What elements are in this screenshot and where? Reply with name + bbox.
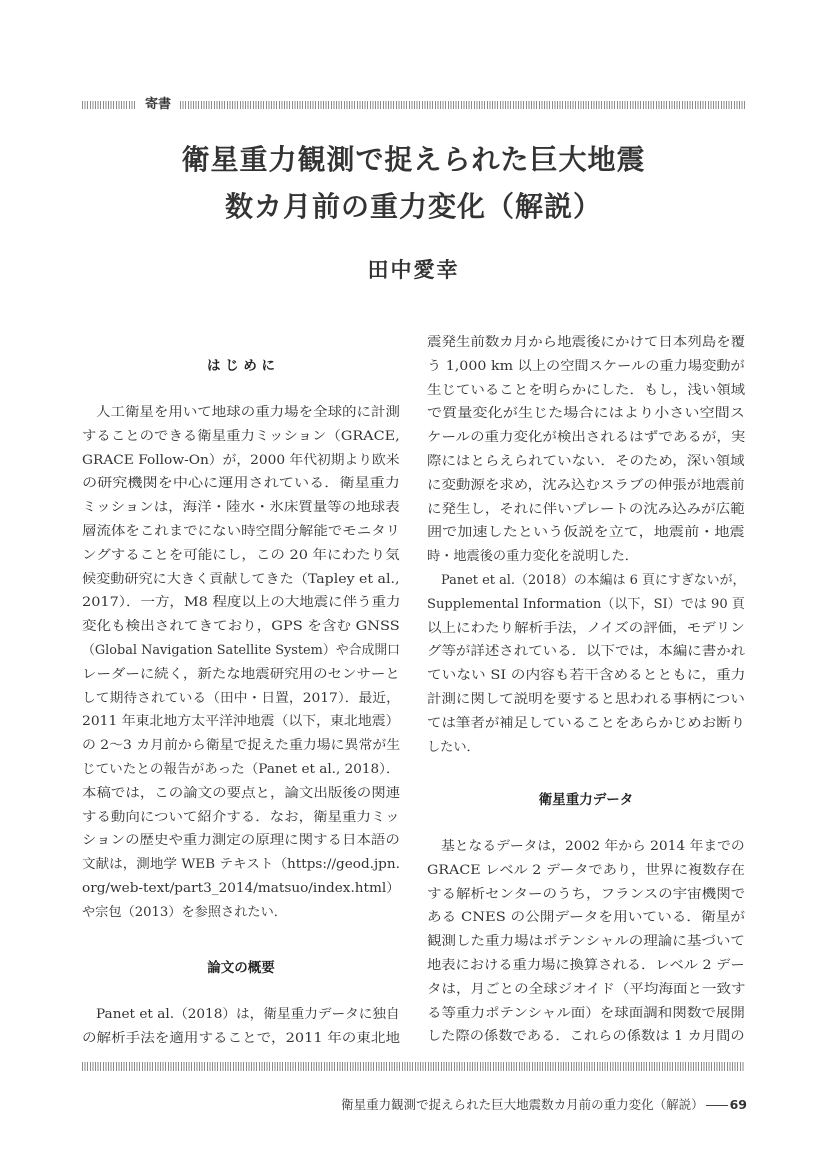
- page-number: 69: [729, 1097, 747, 1112]
- text-line: Panet et al.（2018）の本編は 6 頁にすぎないが，: [441, 573, 746, 588]
- text-line: レーダーに続く，新たな地震研究用のセンサーと: [82, 666, 400, 682]
- text-line: の研究機関を中心に運用されている．衛星重力: [82, 476, 400, 492]
- text-line: GRACE レベル 2 データであり，世界に複数存在: [427, 862, 745, 878]
- text-line: ケールの重力変化が検出されるはずであるが，実: [427, 430, 746, 446]
- text-line: org/web-text/part3_2014/matsuo/index.html）: [82, 881, 400, 896]
- text-line: ングすることを可能にし，この 20 年にわたり気: [82, 547, 400, 563]
- footer-dash: [706, 1105, 728, 1106]
- text-line: した際の係数である．これらの係数は 1 カ月間の: [427, 1029, 745, 1045]
- text-line: ていない SI の内容も若干含めるとともに，重力: [427, 668, 746, 684]
- text-line: ある CNES の公開データを用いている．衛星が: [427, 910, 746, 926]
- text-line: Supplemental Information（以下，SI）では 90 頁: [427, 596, 745, 612]
- text-line: 際にはとらえられていない．そのため，深い領域: [427, 454, 745, 469]
- text-line: 生じていることを明らかにした．もし，浅い領域: [427, 382, 746, 398]
- text-line: ションの歴史や重力測定の原理に関する日本語の: [82, 833, 400, 849]
- text-line: に発生し，それに伴いプレートの沈み込みが広範: [427, 501, 745, 517]
- text-line: の 2〜3 カ月前から衛星で捉えた重力場に異常が生: [82, 738, 401, 754]
- text-line: 本稿では，この論文の要点と，論文出版後の関連: [82, 785, 401, 801]
- text-line: 変化も検出されてきており，GPS を含む GNSS: [82, 619, 400, 635]
- text-line: 地表における重力場に換算される．レベル 2 デー: [427, 958, 745, 973]
- text-line: に変動源を求め，沈み込むスラブの伸張が地震前: [427, 477, 745, 493]
- text-line: ては筆者が補足していることをあらかじめお断り: [427, 715, 746, 731]
- header-rule-right: [180, 101, 745, 109]
- text-line: 2011 年東北地方太平洋沖地震（以下，東北地震）: [82, 714, 400, 730]
- text-line: 時・地震後の重力変化を説明した．: [427, 549, 638, 565]
- text-line: 候変動研究に大きく貢献してきた（Tapley et al.,: [82, 571, 400, 587]
- text-line: 囲で加速したという仮説を立て，地震前・地震: [427, 525, 745, 541]
- section-heading-summary: 論文の概要: [207, 960, 275, 976]
- section-heading-data: 衛星重力データ: [538, 792, 634, 808]
- text-line: する解析センターのうち，フランスの宇宙機関で: [427, 886, 746, 902]
- text-line: グ等が詳述されている．以下では，本編に書かれ: [427, 644, 746, 660]
- text-line: 震発生前数カ月から地震後にかけて日本列島を覆: [427, 335, 746, 350]
- text-line: や宗包（2013）を参照されたい．: [82, 904, 287, 920]
- text-line: Panet et al.（2018）は，衛星重力データに独自: [96, 1007, 400, 1022]
- article-title-line-1: 衛星重力観測で捉えられた巨大地震: [181, 143, 646, 176]
- text-line: 文献は，測地学 WEB テキスト（https://geod.jpn.: [82, 857, 400, 873]
- text-line: GRACE Follow-On）が，2000 年代初期より欧米: [82, 452, 400, 468]
- article-title-line-2: 数カ月前の重力変化（解説）: [224, 190, 602, 223]
- text-line: で質量変化が生じた場合にはより小さい空間ス: [427, 406, 745, 422]
- text-line: じていたとの報告があった（Panet et al., 2018）．: [82, 762, 400, 777]
- text-line: （Global Navigation Satellite System）や合成開口: [82, 643, 401, 658]
- header-rule-left: [82, 101, 136, 109]
- footer-rule: [82, 1062, 745, 1071]
- text-line: 計測に関して説明を要すると思われる事柄につい: [427, 692, 745, 707]
- text-line: 層流体をこれまでにない時空間分解能でモニタリ: [82, 524, 401, 539]
- text-line: 人工衛星を用いて地球の重力場を全球的に計測: [96, 405, 400, 420]
- section-heading-intro: は じ め に: [206, 358, 276, 374]
- text-line: したい．: [427, 739, 480, 755]
- running-title: 衛星重力観測で捉えられた巨大地震数カ月前の重力変化（解説）: [341, 1097, 704, 1112]
- text-line: 基となるデータは，2002 年から 2014 年までの: [441, 839, 745, 854]
- page-footer: [341, 1095, 747, 1113]
- text-line: ミッションは，海洋・陸水・氷床質量等の地球表: [82, 500, 400, 516]
- text-line: る等重力ポテンシャル面）を球面調和関数で展開: [427, 1005, 745, 1021]
- text-line: 観測した重力場はポテンシャルの理論に基づいて: [427, 934, 745, 950]
- text-line: する動向について紹介する．なお，衛星重力ミッ: [82, 809, 400, 825]
- text-line: う 1,000 km 以上の空間スケールの重力場変動が: [427, 358, 745, 374]
- author-name: 田中愛幸: [367, 258, 460, 282]
- text-line: することのできる衛星重力ミッション（GRACE,: [82, 428, 400, 444]
- text-line: 2017）．一方，M8 程度以上の大地震に伴う重力: [82, 595, 401, 611]
- text-line: 以上にわたり解析手法，ノイズの評価，モデリン: [427, 620, 745, 636]
- text-line: の解析手法を適用することで，2011 年の東北地: [82, 1030, 401, 1046]
- category-label: 寄書: [139, 96, 177, 114]
- text-line: タは，月ごとの全球ジオイド（平均海面と一致す: [427, 981, 746, 997]
- text-line: して期待されている（田中・日置，2017）．最近，: [82, 690, 400, 706]
